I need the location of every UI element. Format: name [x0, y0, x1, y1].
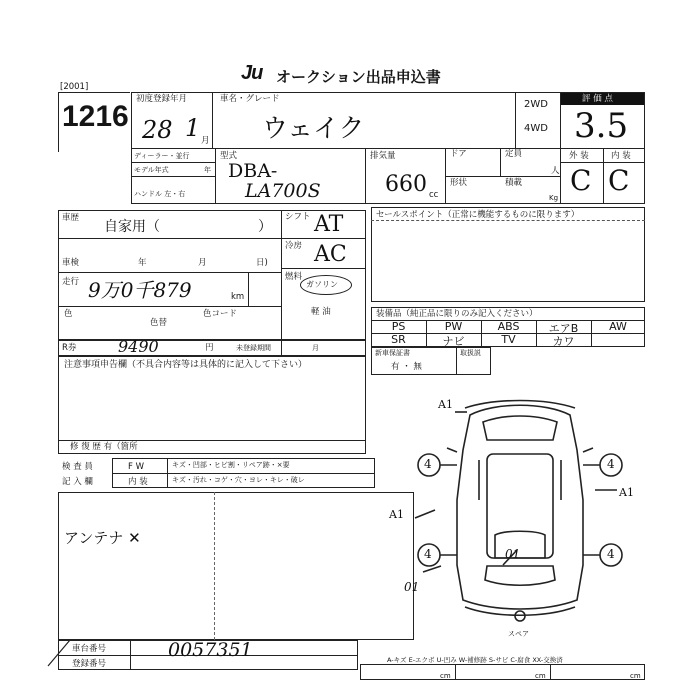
- model-year-label: モデル年式: [134, 166, 169, 174]
- remarks-area: [58, 492, 414, 640]
- model-line2: LA700S: [245, 180, 321, 202]
- fuel-label: 燃料: [285, 272, 303, 282]
- mark-front-a1: A1: [438, 398, 453, 411]
- equip-pw: PW: [444, 320, 463, 333]
- measure-unit-2: cm: [535, 672, 546, 680]
- mileage-unit: km: [231, 292, 245, 302]
- exterior-grade: C: [570, 164, 592, 197]
- mark-rear-01: 01: [404, 580, 420, 594]
- inspector-label: 検 査 員: [62, 462, 93, 472]
- color-code-label: 色コード: [203, 309, 238, 319]
- spare-label: スペア: [508, 630, 529, 638]
- notes-title: 注意事項申告欄（不具合内容等は具体的に記入して下さい）: [64, 360, 308, 370]
- model-year-unit: 年: [204, 166, 211, 174]
- model-line1: DBA-: [228, 160, 278, 182]
- shift-value: AT: [314, 212, 344, 237]
- mark-right-a1: A1: [619, 486, 634, 499]
- chassis-label: 車台番号: [72, 644, 107, 654]
- manual-label: 取扱説: [460, 349, 481, 357]
- mileage-value: 9万0千879: [88, 278, 192, 302]
- first-reg-label: 初度登録年月: [136, 94, 188, 104]
- tire-rear-right: 4: [607, 547, 615, 561]
- recycle-unit: 円: [205, 343, 214, 353]
- measure-unit-3: cm: [630, 672, 641, 680]
- sales-point-title: セールスポイント（正常に機能するものに限ります）: [376, 210, 580, 220]
- equip-airbag: エアB: [548, 322, 579, 335]
- equip-sr: SR: [391, 333, 406, 346]
- fuel-gasoline: ガソリン: [306, 280, 338, 289]
- tire-rear-left: 4: [424, 547, 432, 561]
- recycle-label: R券: [62, 343, 77, 353]
- registration-label: 車歴: [62, 213, 80, 223]
- new-warranty-value: 有 ・ 無: [391, 362, 422, 372]
- entry-label: 記 入 欄: [62, 477, 93, 487]
- exterior-label: 外 装: [569, 151, 589, 161]
- entry-legend: キズ・汚れ・コゲ・穴・ヨレ・キレ・破レ: [172, 476, 305, 484]
- form-code: [2001]: [60, 82, 89, 92]
- equip-ps: PS: [391, 320, 406, 333]
- car-name-label: 車名・グレード: [220, 94, 280, 104]
- model-label: 型式: [220, 151, 238, 161]
- first-reg-year: 28: [142, 116, 173, 144]
- inspection-year: 年: [138, 258, 147, 268]
- warranty-period-label: 未登録期間: [236, 344, 271, 352]
- displacement-unit: cc: [429, 190, 439, 200]
- first-reg-month-mark: 月: [201, 136, 210, 146]
- load-label: 積載: [505, 178, 523, 188]
- equip-abs: ABS: [497, 320, 520, 333]
- handle-label: ハンドル 左・右: [134, 190, 186, 198]
- color-fade-label: 色替: [150, 318, 168, 328]
- mileage-label: 走行: [62, 277, 80, 287]
- entry-int-label: 内 装: [128, 477, 148, 487]
- first-reg-month: 1: [185, 114, 201, 142]
- load-unit: Kg: [549, 194, 559, 202]
- equip-aw: AW: [609, 320, 627, 333]
- new-warranty-label: 新車保証書: [375, 349, 410, 357]
- plate-label: 登録番号: [72, 659, 107, 669]
- interior-mark: 01: [505, 547, 521, 561]
- tire-front-right: 4: [607, 457, 615, 471]
- inspector-code: F W: [128, 462, 144, 472]
- damage-legend: A-キズ E-エクボ U-凹み W-補修跡 S-サビ C-腐食 XX-交換済: [387, 656, 563, 664]
- tire-front-left: 4: [424, 457, 432, 471]
- sales-point-frame: [371, 207, 645, 302]
- shift-label: シフト: [285, 212, 311, 222]
- score-value: 3.5: [574, 106, 629, 146]
- registration-value: 自家用（: [104, 219, 160, 235]
- displacement-value: 660: [385, 172, 427, 197]
- equip-navi: ナビ: [442, 335, 465, 348]
- recycle-value: 9490: [118, 337, 159, 356]
- form-title: オークション出品申込書: [276, 68, 441, 86]
- car-name-value: ウェイク: [262, 114, 365, 144]
- mark-left-a1: A1: [389, 508, 404, 521]
- shape-label: 形状: [450, 178, 468, 188]
- aircon-value: AC: [314, 242, 347, 267]
- measure-unit-1: cm: [440, 672, 451, 680]
- car-diagram: [395, 390, 645, 622]
- inspection-day: 日): [256, 258, 268, 268]
- interior-label: 内 装: [611, 151, 631, 161]
- equipment-title: 装備品（純正品に限りのみ記入ください）: [376, 309, 538, 319]
- bottom-measure-frame: [360, 664, 645, 680]
- fuel-diesel: 軽 油: [311, 307, 331, 317]
- ju-logo: Ju: [241, 62, 263, 84]
- warranty-period-month: 月: [312, 344, 319, 352]
- capacity-unit: 人: [551, 166, 560, 176]
- door-label: ドア: [450, 149, 467, 159]
- drive-2wd: 2WD: [524, 99, 548, 110]
- color-label: 色: [64, 309, 73, 319]
- antenna-note: アンテナ ✕: [64, 529, 141, 547]
- capacity-label: 定員: [505, 149, 523, 159]
- displacement-label: 排気量: [370, 151, 396, 161]
- inspector-legend: キズ・凹部・ヒビ割・リペア跡・×要: [172, 461, 290, 469]
- lot-number: 1216: [62, 100, 129, 133]
- equip-leather: カワ: [552, 335, 575, 348]
- dealer-label: ディーラー・並行: [134, 152, 190, 160]
- equip-tv: TV: [501, 333, 516, 346]
- aircon-label: 冷房: [285, 241, 303, 251]
- chassis-slash: [44, 636, 74, 670]
- repair-history: 修 復 歴 有（箇所: [70, 442, 138, 452]
- inspection-label: 車検: [62, 258, 80, 268]
- interior-grade: C: [608, 164, 630, 197]
- chassis-number: 0057351: [168, 639, 253, 661]
- registration-close: ）: [258, 219, 272, 235]
- inspection-month: 月: [198, 258, 207, 268]
- score-label: 評 価 点: [582, 94, 613, 104]
- drive-4wd: 4WD: [524, 123, 548, 134]
